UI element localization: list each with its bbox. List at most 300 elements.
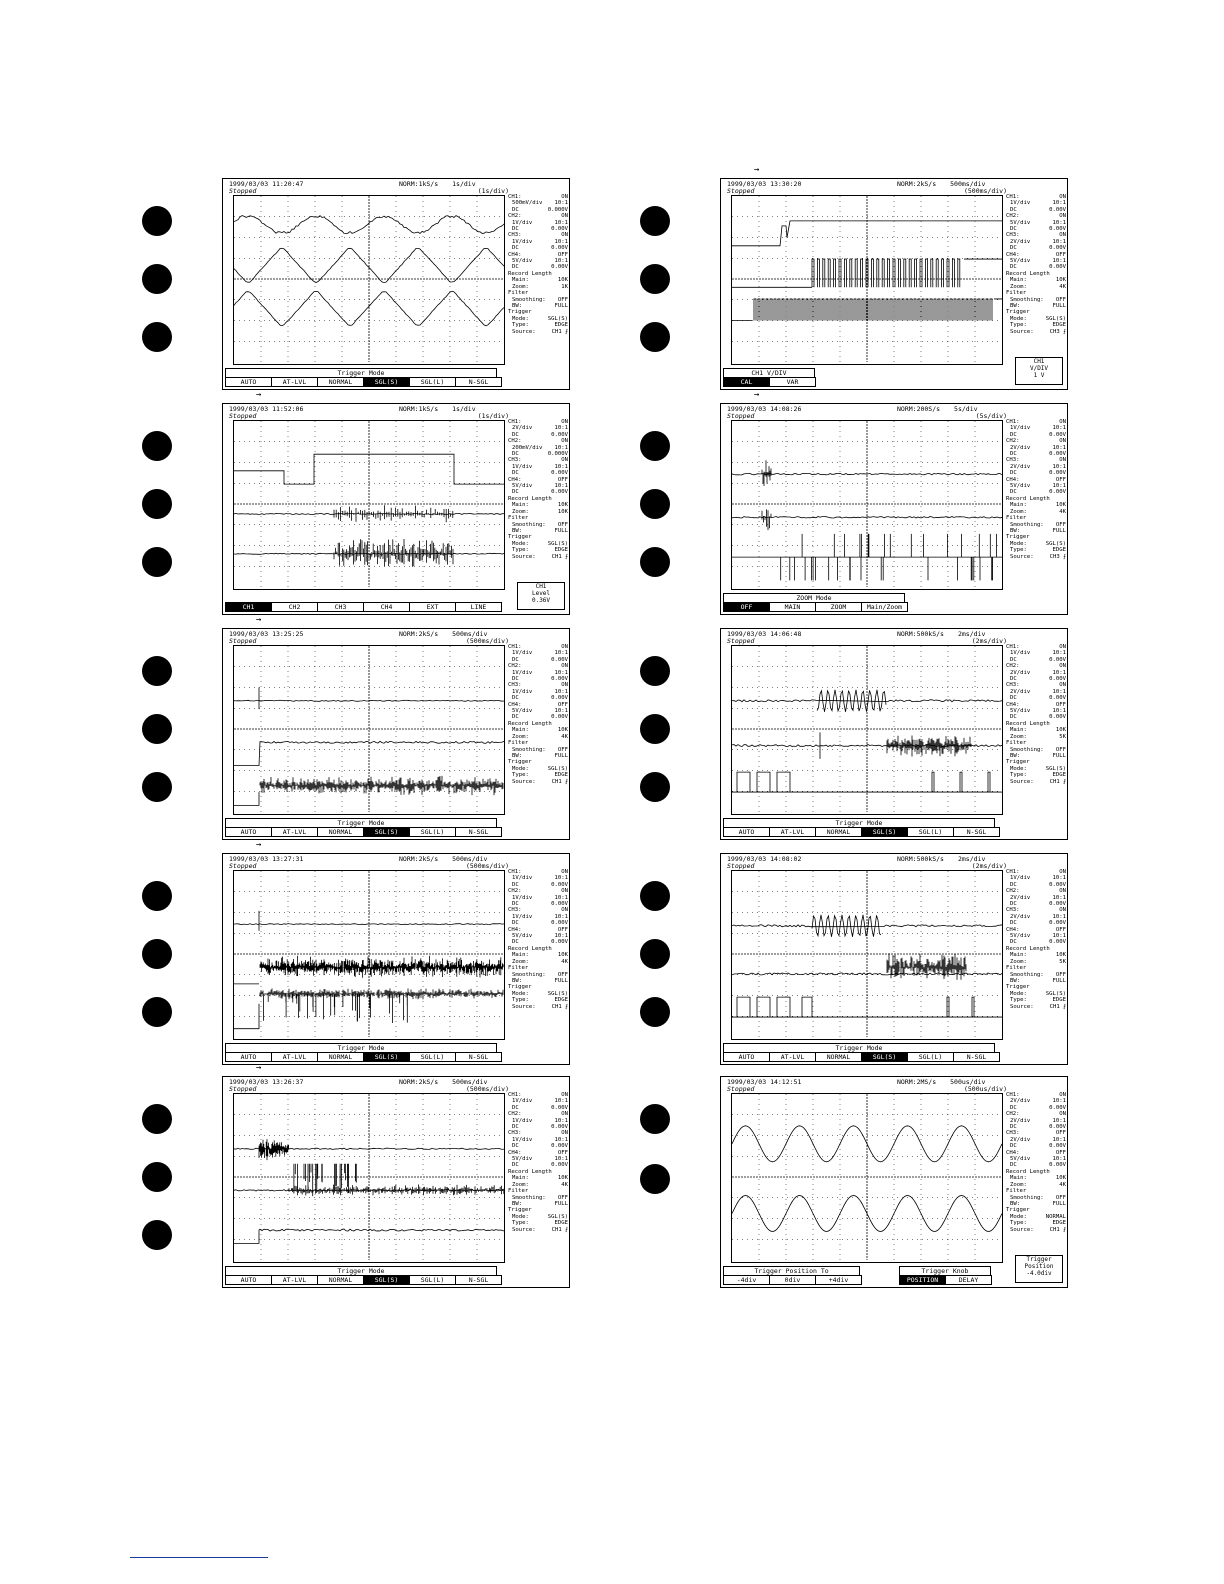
softkey-options: [899, 1275, 992, 1285]
setting-value: EDGE: [554, 772, 568, 779]
setting-label: CH4:: [1006, 926, 1020, 933]
acquisition-status: Stopped: [727, 412, 755, 420]
softkey-menu: [723, 594, 908, 612]
oscilloscope-screenshot: [222, 853, 570, 1065]
setting-label: Source:: [1010, 553, 1034, 560]
setting-value: ON: [1059, 438, 1066, 445]
softkey-line[interactable]: LINE: [470, 603, 487, 611]
setting-value: EDGE: [554, 997, 568, 1004]
setting-label: 1V/div: [512, 1117, 533, 1124]
zoom-per-div: (500us/div): [963, 1085, 1007, 1093]
setting-label: 1V/div: [1010, 425, 1031, 432]
setting-value: EDGE: [554, 1220, 568, 1227]
setting-value: 10:1: [1052, 669, 1066, 676]
settings-panel: [1006, 194, 1066, 335]
setting-value: 0.00V: [1049, 431, 1066, 438]
time-per-div: 500ms/div: [452, 855, 488, 863]
softkey-sgl-s-[interactable]: SGL(S): [364, 1053, 410, 1061]
section-heading: Record Length: [1006, 1168, 1050, 1175]
setting-value: 0.00V: [1049, 939, 1066, 946]
setting-value: 10:1: [1052, 238, 1066, 245]
setting-label: DC: [1010, 470, 1017, 477]
setting-value: OFF: [1055, 701, 1066, 708]
setting-label: DC: [512, 226, 519, 233]
softkey-options: [225, 1052, 502, 1062]
trace-ch3: [732, 534, 1002, 581]
setting-label: CH2:: [1006, 888, 1020, 895]
setting-label: Type:: [1010, 772, 1027, 779]
setting-label: 1V/div: [512, 875, 533, 882]
setting-value: FULL: [1052, 977, 1066, 984]
waveform-grid: [233, 420, 505, 590]
setting-label: 200mV/div: [512, 444, 543, 451]
softkey-sgl-l-[interactable]: SGL(L): [410, 1053, 456, 1061]
setting-value: ON: [1059, 663, 1066, 670]
setting-label: DC: [1010, 226, 1017, 233]
setting-label: Smoothing:: [512, 1194, 546, 1201]
trace-ch2: [732, 953, 1002, 979]
softkey-delay[interactable]: DELAY: [958, 1276, 979, 1284]
setting-label: CH4:: [508, 1149, 522, 1156]
setting-value: 0.00V: [1049, 1143, 1066, 1150]
setting-label: BW:: [1010, 977, 1021, 984]
softkey-main[interactable]: MAIN: [770, 603, 816, 611]
softkey-off[interactable]: OFF: [724, 603, 770, 611]
setting-label: CH1:: [1006, 869, 1020, 875]
waveform-display: [732, 421, 1002, 587]
oscilloscope-screenshot: [222, 178, 570, 390]
trigger-source-row: [1006, 779, 1066, 785]
setting-label: 1V/div: [512, 669, 533, 676]
softkey-ch1[interactable]: CH1: [226, 603, 272, 611]
time-per-div: 500ms/div: [950, 180, 986, 188]
softkey-auto[interactable]: AUTO: [226, 378, 272, 386]
setting-value: 10:1: [554, 219, 568, 226]
setting-value: 10:1: [554, 200, 568, 207]
setting-value: 10K: [557, 502, 568, 509]
popup-line: V/DIV: [1029, 365, 1049, 372]
setting-label: DC: [512, 206, 519, 213]
softkey-n-sgl[interactable]: N-SGL: [468, 1053, 489, 1061]
setting-value: EDGE: [1052, 772, 1066, 779]
trigger-source-row: [508, 329, 568, 335]
scope-header: [727, 406, 1007, 420]
sample-rate: NORM:2kS/s: [399, 630, 439, 638]
setting-value: 0.00V: [551, 656, 568, 663]
softkey-options: [723, 602, 908, 612]
setting-value: 0.00V: [1049, 451, 1066, 458]
waveform-grid: [731, 645, 1003, 815]
setting-label: Zoom:: [512, 1181, 529, 1188]
setting-value: 0.00V: [1049, 656, 1066, 663]
time-text: 14:08:26: [770, 405, 802, 413]
waveform-grid: [731, 195, 1003, 365]
softkey-menu: [723, 1044, 1000, 1062]
softkey-sgl-l-[interactable]: SGL(L): [908, 1053, 954, 1061]
softkey-auto[interactable]: AUTO: [226, 1053, 272, 1061]
settings-panel: [508, 1092, 568, 1233]
setting-label: Mode:: [1010, 540, 1027, 547]
setting-label: Smoothing:: [1010, 746, 1044, 753]
setting-label: Source:: [512, 1226, 536, 1233]
softkey-sgl-l-[interactable]: SGL(L): [410, 1276, 456, 1284]
softkey-var[interactable]: VAR: [786, 378, 799, 386]
setting-value: EDGE: [1052, 1220, 1066, 1227]
section-heading: Record Length: [1006, 495, 1050, 502]
setting-label: 2V/div: [1010, 1117, 1031, 1124]
graticule: [234, 871, 504, 1037]
graticule: [732, 421, 1002, 587]
softkey-menu-title: Trigger Mode: [723, 818, 995, 827]
softkey-at-lvl[interactable]: AT-LVL: [770, 828, 816, 836]
setting-value: 10:1: [554, 483, 568, 490]
softkey-at-lvl[interactable]: AT-LVL: [272, 1053, 318, 1061]
softkey-normal[interactable]: NORMAL: [816, 1053, 862, 1061]
setting-value: 0.00V: [1049, 489, 1066, 496]
softkey-sgl-s-[interactable]: SGL(S): [364, 828, 410, 836]
trigger-arrow-icon: →: [256, 615, 262, 625]
callout-bullet-icon: [640, 772, 670, 802]
callout-bullet-icon: [640, 997, 670, 1027]
softkey-position[interactable]: POSITION: [900, 1276, 946, 1284]
setting-value: ON: [1059, 232, 1066, 239]
callout-bullet-icon: [640, 939, 670, 969]
time-per-div: 2ms/div: [957, 855, 986, 863]
oscilloscope-screenshot: [720, 403, 1068, 615]
setting-label: CH3:: [508, 457, 522, 464]
softkey-at-lvl[interactable]: AT-LVL: [770, 1053, 816, 1061]
zoom-per-div: (2ms/div): [971, 862, 1007, 870]
zoom-per-div: (500ms/div): [465, 862, 509, 870]
setting-label: CH2:: [508, 213, 522, 220]
section-heading: Trigger: [1006, 1207, 1030, 1214]
softkey-n-sgl[interactable]: N-SGL: [468, 828, 489, 836]
acquisition-status: Stopped: [727, 637, 755, 645]
setting-value: 10:1: [554, 708, 568, 715]
softkey-at-lvl[interactable]: AT-LVL: [272, 828, 318, 836]
oscilloscope-screenshot: [222, 628, 570, 840]
setting-value: OFF: [557, 971, 568, 978]
softkey-menu-title: Trigger Mode: [225, 1043, 497, 1052]
softkey-auto[interactable]: AUTO: [226, 828, 272, 836]
time-text: 14:08:02: [770, 855, 802, 863]
setting-label: Main:: [1010, 277, 1027, 284]
setting-label: Zoom:: [512, 733, 529, 740]
section-heading: Trigger: [508, 759, 532, 766]
setting-label: DC: [1010, 1124, 1017, 1131]
setting-value: CH3 ⨍: [1049, 553, 1066, 560]
setting-value: 0.00V: [1049, 470, 1066, 477]
section-heading: Trigger: [508, 1207, 532, 1214]
setting-label: CH1:: [508, 419, 522, 425]
softkey-ch3[interactable]: CH3: [318, 603, 364, 611]
setting-value: 10:1: [1052, 425, 1066, 432]
setting-label: Zoom:: [512, 958, 529, 965]
callout-bullet-icon: [142, 547, 172, 577]
oscilloscope-screenshot: [222, 1076, 570, 1288]
setting-value: ON: [1059, 1092, 1066, 1098]
setting-value: 0.00V: [1049, 264, 1066, 271]
softkey-sgl-l-[interactable]: SGL(L): [410, 378, 456, 386]
setting-value: ON: [1059, 869, 1066, 875]
softkey-normal[interactable]: NORMAL: [318, 1276, 364, 1284]
setting-value: 0.00V: [1049, 226, 1066, 233]
setting-value: SGL(S): [547, 990, 568, 997]
setting-label: Mode:: [512, 990, 529, 997]
oscilloscope-screenshot: [222, 403, 570, 615]
setting-value: 4K: [1059, 1181, 1066, 1188]
softkey-normal[interactable]: NORMAL: [816, 828, 862, 836]
time-text: 13:27:31: [272, 855, 304, 863]
setting-value: OFF: [1055, 746, 1066, 753]
setting-value: ON: [1059, 682, 1066, 689]
setting-value: 10:1: [1052, 1156, 1066, 1163]
section-heading: Filter: [1006, 965, 1027, 972]
setting-value: 0.00V: [551, 489, 568, 496]
time-per-div: 500us/div: [950, 1078, 986, 1086]
setting-label: Main:: [512, 727, 529, 734]
setting-label: Mode:: [1010, 765, 1027, 772]
settings-panel: [1006, 644, 1066, 785]
softkey-options: [723, 1052, 1000, 1062]
setting-label: Zoom:: [1010, 958, 1027, 965]
graticule: [234, 646, 504, 812]
callout-bullet-icon: [640, 206, 670, 236]
setting-label: Zoom:: [1010, 1181, 1027, 1188]
date-text: 1999/03/03: [229, 1078, 269, 1086]
acquisition-status: Stopped: [229, 637, 257, 645]
setting-value: OFF: [557, 251, 568, 258]
setting-label: CH4:: [508, 251, 522, 258]
callout-bullet-icon: [640, 264, 670, 294]
softkey-sgl-l-[interactable]: SGL(L): [410, 828, 456, 836]
softkey-normal[interactable]: NORMAL: [318, 828, 364, 836]
softkey-n-sgl[interactable]: N-SGL: [966, 828, 987, 836]
setting-value: NORMAL: [1045, 1213, 1066, 1220]
trigger-source-row: [508, 1004, 568, 1010]
setting-value: CH3 ⨍: [1049, 328, 1066, 335]
setting-label: CH1:: [1006, 194, 1020, 200]
time-per-div: 500ms/div: [452, 1078, 488, 1086]
softkey-sgl-s-[interactable]: SGL(S): [862, 1053, 908, 1061]
setting-value: 0.00V: [551, 676, 568, 683]
setting-value: ON: [561, 888, 568, 895]
softkey-menu: [723, 1267, 862, 1285]
trigger-arrow-icon: →: [256, 390, 262, 400]
scope-header: [727, 1079, 1007, 1093]
setting-label: DC: [512, 264, 519, 271]
setting-label: Zoom:: [1010, 508, 1027, 515]
time-text: 11:20:47: [272, 180, 304, 188]
setting-label: CH3:: [508, 907, 522, 914]
section-heading: Trigger: [1006, 984, 1030, 991]
softkey-normal[interactable]: NORMAL: [318, 378, 364, 386]
oscilloscope-screenshot: [720, 628, 1068, 840]
setting-label: 5V/div: [1010, 258, 1031, 265]
callout-bullet-icon: [640, 547, 670, 577]
header-line: [727, 856, 1007, 863]
setting-value: 0.00V: [551, 264, 568, 271]
callout-bullet-icon: [142, 206, 172, 236]
section-heading: Filter: [508, 965, 529, 972]
setting-value: 0.00V: [1049, 901, 1066, 908]
setting-value: 10:1: [1052, 875, 1066, 882]
waveform-grid: [731, 870, 1003, 1040]
setting-value: FULL: [554, 1200, 568, 1207]
time-per-div: 1s/div: [452, 405, 476, 413]
softkey-ch4[interactable]: CH4: [364, 603, 410, 611]
setting-label: 5V/div: [512, 933, 533, 940]
softkey-auto[interactable]: AUTO: [226, 1276, 272, 1284]
setting-value: 10:1: [1052, 1098, 1066, 1105]
popup-line: CH1: [535, 583, 547, 590]
zoom-per-div: (1s/div): [477, 412, 509, 420]
setting-value: 10:1: [1052, 258, 1066, 265]
setting-label: Mode:: [1010, 990, 1027, 997]
softkey-auto[interactable]: AUTO: [724, 828, 770, 836]
setting-value: CH1 ⨏: [1049, 1226, 1066, 1233]
softkey--4div[interactable]: -4div: [724, 1276, 770, 1284]
setting-label: 2V/div: [1010, 238, 1031, 245]
setting-label: CH2:: [508, 1111, 522, 1118]
setting-value: ON: [1059, 888, 1066, 895]
setting-value: 10:1: [1052, 219, 1066, 226]
section-heading: Filter: [1006, 515, 1027, 522]
setting-value: 10:1: [1052, 708, 1066, 715]
acquisition-status: Stopped: [727, 862, 755, 870]
setting-value: 10:1: [554, 425, 568, 432]
setting-label: 5V/div: [1010, 1156, 1031, 1163]
softkey-sgl-s-[interactable]: SGL(S): [862, 828, 908, 836]
softkey-options: [225, 1275, 502, 1285]
setting-value: ON: [1059, 419, 1066, 425]
section-heading: Record Length: [508, 1168, 552, 1175]
setting-value: FULL: [1052, 527, 1066, 534]
setting-label: DC: [512, 901, 519, 908]
setting-label: Smoothing:: [512, 746, 546, 753]
setting-value: FULL: [1052, 302, 1066, 309]
setting-value: 10:1: [1052, 933, 1066, 940]
time-text: 14:12:51: [770, 1078, 802, 1086]
setting-label: CH4:: [1006, 251, 1020, 258]
softkey-ext[interactable]: EXT: [410, 603, 456, 611]
setting-label: 2V/div: [1010, 913, 1031, 920]
header-line: [229, 406, 509, 413]
softkey-auto[interactable]: AUTO: [724, 1053, 770, 1061]
section-heading: Trigger: [508, 534, 532, 541]
section-heading: Record Length: [508, 720, 552, 727]
setting-label: Source:: [512, 553, 536, 560]
softkey-zoom[interactable]: ZOOM: [816, 603, 862, 611]
setting-label: BW:: [1010, 752, 1021, 759]
softkey-cal[interactable]: CAL: [724, 378, 770, 386]
setting-value: ON: [561, 1092, 568, 1098]
setting-value: 0.00V: [1049, 1162, 1066, 1169]
trigger-source-row: [508, 1227, 568, 1233]
waveform-display: [732, 196, 1002, 362]
setting-value: OFF: [557, 926, 568, 933]
softkey-sgl-l-[interactable]: SGL(L): [908, 828, 954, 836]
setting-value: OFF: [557, 1194, 568, 1201]
setting-label: 2V/div: [1010, 463, 1031, 470]
setting-value: 10K: [1055, 502, 1066, 509]
setting-label: Main:: [512, 502, 529, 509]
setting-label: 5V/div: [512, 258, 533, 265]
setting-label: CH1:: [508, 869, 522, 875]
setting-label: Main:: [512, 952, 529, 959]
setting-label: Type:: [512, 997, 529, 1004]
setting-value: FULL: [554, 527, 568, 534]
setting-value: 10:1: [554, 669, 568, 676]
softkey-menu: [225, 369, 502, 387]
setting-value: 0.00V: [1049, 695, 1066, 702]
setting-label: CH1:: [1006, 419, 1020, 425]
value-popup: [1015, 1255, 1063, 1283]
setting-label: Mode:: [512, 315, 529, 322]
softkey-menu: [723, 369, 816, 387]
softkey-n-sgl[interactable]: N-SGL: [468, 1276, 489, 1284]
softkey-0div[interactable]: 0div: [770, 1276, 816, 1284]
setting-label: DC: [1010, 245, 1017, 252]
setting-label: DC: [1010, 920, 1017, 927]
popup-line: 1 V: [1033, 372, 1045, 379]
setting-value: 10:1: [1052, 444, 1066, 451]
callout-bullet-icon: [640, 656, 670, 686]
scope-header: [727, 631, 1007, 645]
softkey-options: [723, 1275, 862, 1285]
softkey-at-lvl[interactable]: AT-LVL: [272, 1276, 318, 1284]
section-heading: Filter: [508, 515, 529, 522]
trigger-source-row: [1006, 554, 1066, 560]
trigger-source-row: [1006, 1004, 1066, 1010]
time-text: 13:30:20: [770, 180, 802, 188]
setting-label: Main:: [1010, 502, 1027, 509]
softkey-at-lvl[interactable]: AT-LVL: [272, 378, 318, 386]
setting-label: DC: [1010, 695, 1017, 702]
setting-value: 10K: [1055, 727, 1066, 734]
softkey-n-sgl[interactable]: N-SGL: [966, 1053, 987, 1061]
softkey-ch2[interactable]: CH2: [272, 603, 318, 611]
callout-bullet-icon: [142, 1162, 172, 1192]
setting-label: 2V/div: [1010, 1136, 1031, 1143]
setting-value: EDGE: [1052, 547, 1066, 554]
setting-label: DC: [512, 245, 519, 252]
setting-label: Main:: [1010, 727, 1027, 734]
setting-label: Type:: [1010, 547, 1027, 554]
softkey--4div[interactable]: +4div: [828, 1276, 849, 1284]
setting-label: Mode:: [512, 1213, 529, 1220]
setting-value: OFF: [1055, 1194, 1066, 1201]
setting-value: OFF: [1055, 1130, 1066, 1137]
softkey-sgl-s-[interactable]: SGL(S): [364, 1276, 410, 1284]
oscilloscope-screenshot: [720, 853, 1068, 1065]
date-text: 1999/03/03: [229, 405, 269, 413]
softkey-main-zoom[interactable]: Main/Zoom: [866, 603, 903, 611]
setting-label: CH4:: [508, 476, 522, 483]
softkey-sgl-s-[interactable]: SGL(S): [364, 378, 410, 386]
setting-label: Type:: [512, 1220, 529, 1227]
setting-value: OFF: [1055, 251, 1066, 258]
value-popup: [1015, 357, 1063, 385]
setting-value: 10:1: [554, 650, 568, 657]
time-per-div: 500ms/div: [452, 630, 488, 638]
scope-header: [229, 856, 509, 870]
section-heading: Trigger: [1006, 309, 1030, 316]
setting-value: 0.00V: [1049, 206, 1066, 213]
softkey-normal[interactable]: NORMAL: [318, 1053, 364, 1061]
setting-label: CH2:: [1006, 438, 1020, 445]
softkey-n-sgl[interactable]: N-SGL: [468, 378, 489, 386]
